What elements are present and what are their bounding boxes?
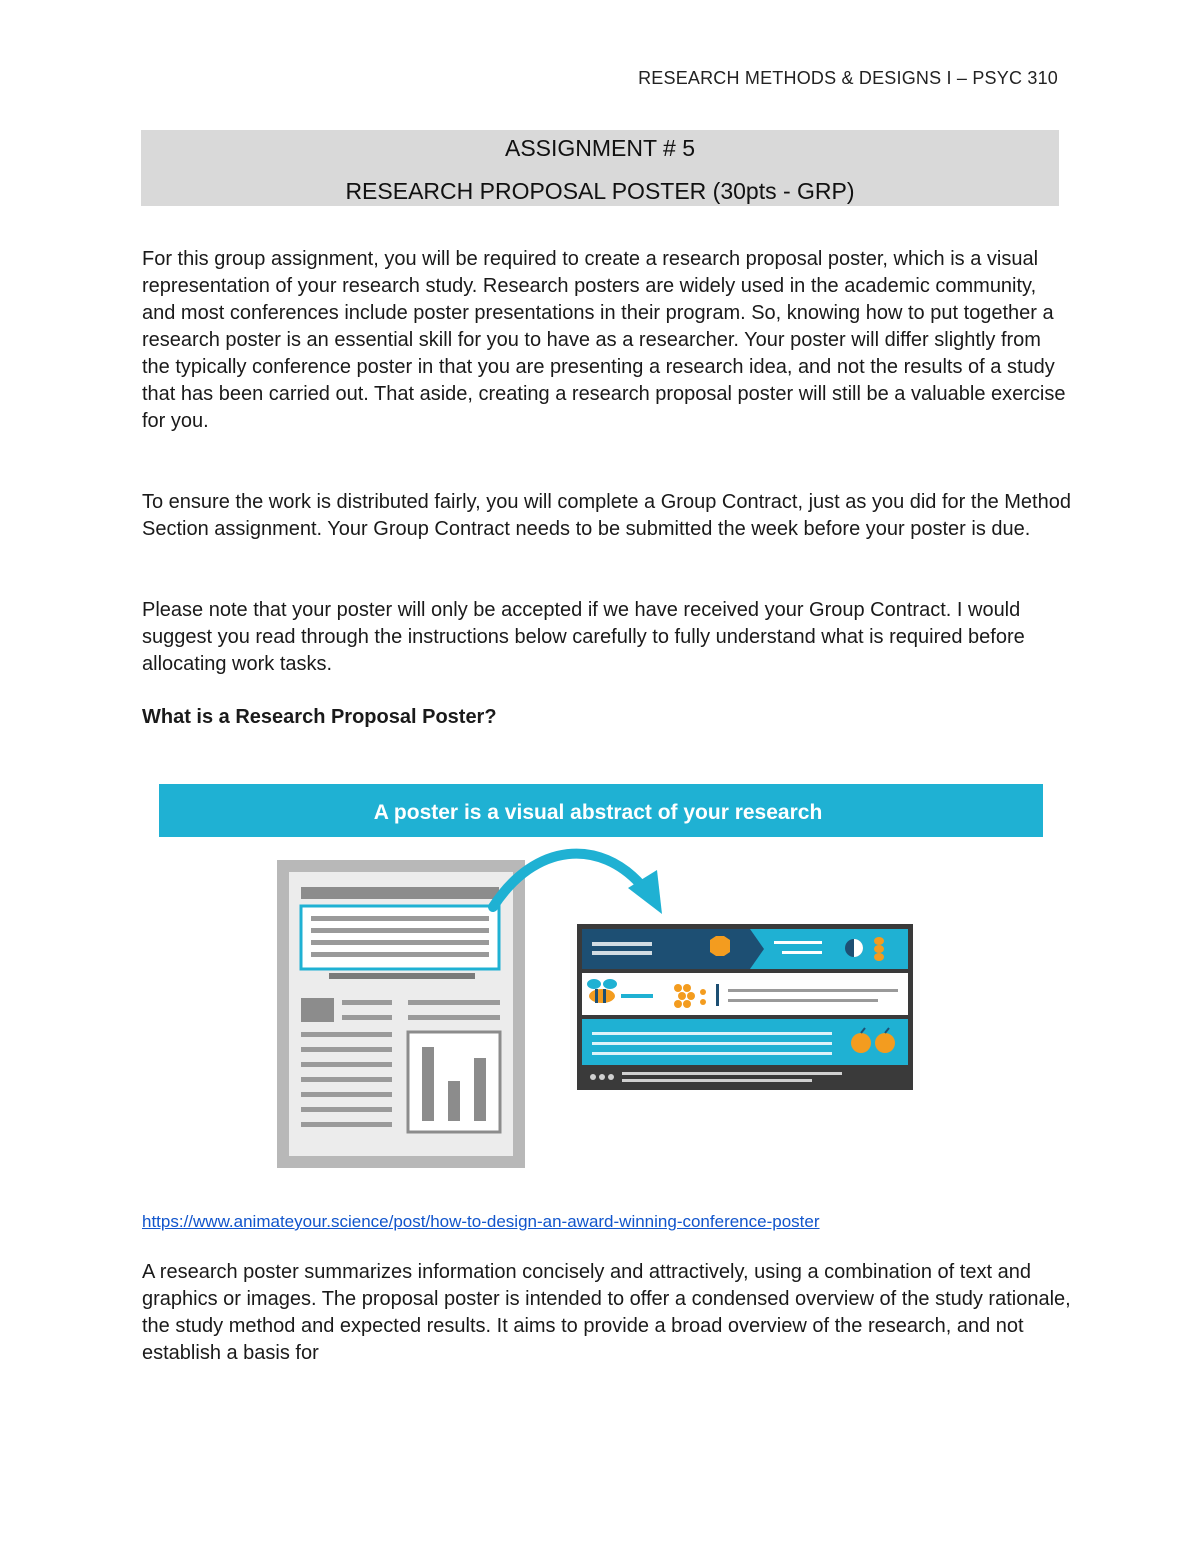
bar-chart-icon xyxy=(408,1032,500,1132)
poster-illustration xyxy=(150,770,1050,1180)
assignment-title-block xyxy=(141,130,1059,206)
assignment-number: ASSIGNMENT # 5 xyxy=(504,135,696,161)
wheat-icon xyxy=(874,937,884,961)
intro-paragraph: For this group assignment, you will be required to create a research proposal poster, which is a visual representation of your research study. Research posters are widely used in the academic community, and most conferences include poster presentations in their program. So, knowing how to put together a research poster is an essential skill for you to have as a researcher. Your poster will differ slightly from the typically conference poster in that you are presenting a research idea, and not the results of a study that has been carried out. That aside, creating a research proposal poster will still be a valuable exercise for you. xyxy=(142,248,1066,432)
running-header: RESEARCH METHODS & DESIGNS I – PSYC 310 xyxy=(638,68,1058,88)
assignment-title: RESEARCH PROPOSAL POSTER (30pts - GRP) xyxy=(345,178,855,204)
poster-summary-paragraph: A research poster summarizes information concisely and attractively, using a combination of text and graphics or images. The proposal poster is intended to offer a condensed overview of the study rationale, the study method and expected results. It aims to provide a broad overview of the research, and not establish a basis for xyxy=(142,1261,1071,1364)
reference-link[interactable]: https://www.animateyour.science/post/how-to-design-an-award-winning-conference-poster xyxy=(142,1212,820,1231)
poster-icon xyxy=(577,924,913,1090)
document-icon xyxy=(277,860,525,1168)
group-contract-paragraph: To ensure the work is distributed fairly, you will complete a Group Contract, just as you did for the Method Section assignment. Your Group Contract needs to be submitted the week before your poster is due. xyxy=(142,491,1071,540)
hexagon-icon xyxy=(710,936,730,956)
acceptance-note-paragraph: Please note that your poster will only be accepted if we have received your Group Contract. I would suggest you read through the instructions below carefully to fully understand what is required before allocating work tasks. xyxy=(142,599,1025,675)
section-heading: What is a Research Proposal Poster? xyxy=(142,706,497,728)
figure-caption: A poster is a visual abstract of your research xyxy=(373,801,823,824)
